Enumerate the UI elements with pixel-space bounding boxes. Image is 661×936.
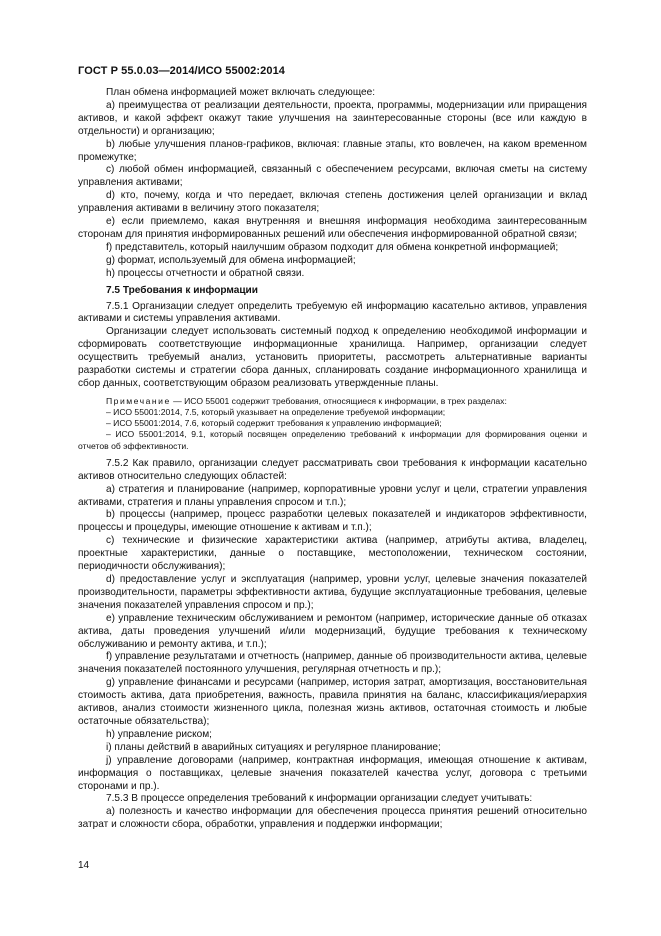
section-heading: 7.5 Требования к информации: [106, 284, 258, 296]
paragraph: Организации следует использовать системный подход к определению необходимой информации и сформировать соответствующие информационные хранилища. Например, организации следует осуществить требуемый анализ, установить приоритеты, рассмотреть альтернативные варианты разработки системы и стратегии сбора данных, спланировать создание информационного хранилища и сбор данных, соответствующим образом реализовать утвержденные планы.: [78, 326, 587, 389]
paragraph: План обмена информацией может включать следующее:: [106, 87, 376, 98]
list-item: f) представитель, который наилучшим образом подходит для обмена конкретной информацией;: [106, 241, 559, 253]
list-item: с) технические и физические характеристики актива (например, атрибуты актива, владелец, проектные характеристики, данные о поставщике, местоположении, техническом состоянии, периодичности обслуживания);: [78, 535, 587, 573]
list-item: b) любые улучшения планов-графиков, включая: главные этапы, кто вовлечен, на каком временном промежутке;: [78, 138, 587, 163]
list-item: d) кто, почему, когда и что передает, включая степень достижения целей организации и вклад управления активами в величину этого показателя;: [78, 190, 587, 215]
list-item: g) управление финансами и ресурсами (например, история затрат, амортизация, восстановительная стоимость актива, дата приобретения, важность, правила принятия на баланс, классификация/иерархия активов, анализ стоимости жизненного цикла, полезная жизнь активов, остаточная стоимость и любые остаточные обязательства);: [78, 677, 587, 727]
note-item: – ИСО 55001:2014, 9.1, который посвящен определению требований к информации для формирования оценки и отчетов об эффективности.: [78, 429, 587, 451]
paragraph: 7.5.3 В процессе определения требований к информации организации следует учитывать:: [106, 793, 533, 805]
paragraph: 7.5.1 Организации следует определить требуемую ей информацию касательно активов, управления активами и системы управления активами.: [78, 300, 587, 325]
note-text: — ИСО 55001 содержит требования, относящиеся к информации, в трех разделах:: [170, 395, 507, 406]
list-item: а) стратегия и планирование (например, корпоративные уровни услуг и цели, стратегии управления активами, стратегия и планы управления спросом и т.п.);: [78, 483, 587, 508]
list-item: h) процессы отчетности и обратной связи.: [106, 267, 305, 279]
list-item: а) полезность и качество информации для обеспечения процесса принятия решений относительно затрат и сложности сбора, обработки, управления и поддержки информации;: [78, 806, 587, 831]
note-label: Примечание: [106, 395, 171, 406]
page-content: [78, 87, 587, 832]
note-item: – ИСО 55001:2014, 7.6, который содержит требования к управлению информацией;: [106, 418, 442, 429]
note: [78, 396, 587, 407]
list-item: а) преимущества от реализации деятельности, проекта, программы, модернизации или приращения активов, и какой эффект окажут такие улучшения на заинтересованные стороны (все или каждую в отдельности) и организацию;: [78, 99, 587, 137]
list-item: g) формат, используемый для обмена информацией;: [106, 254, 356, 266]
note-item: – ИСО 55001:2014, 7.5, который указывает на определение требуемой информации;: [106, 407, 446, 418]
page-header: ГОСТ Р 55.0.03—2014/ИСО 55002:2014: [78, 65, 286, 77]
list-item: b) процессы (например, процесс разработки целевых показателей и индикаторов эффективности, процессы и процедуры, имеющие отношение к активам и т.п.);: [78, 509, 587, 534]
list-item: е) если приемлемо, какая внутренняя и внешняя информация необходима заинтересованным сторонам для принятия информированных решений или обеспечения информированной обратной связи;: [78, 216, 587, 240]
list-item: с) любой обмен информацией, связанный с обеспечением ресурсами, включая сметы на систему управления активами;: [78, 164, 587, 189]
list-item: е) управление техническим обслуживанием и ремонтом (например, исторические данные об отказах актива, даты проведения улучшений и/или модернизаций, будущие требования к техническому обслуживанию и ремонту актива, и т.п.);: [78, 612, 587, 650]
list-item: j) управление договорами (например, контрактная информация, имеющая отношение к активам, информация о поставщиках, целевые значения показателей качества услуг, договора с третьими сторонами и пр.).: [78, 754, 587, 792]
page-number: 14: [78, 860, 90, 871]
list-item: i) планы действий в аварийных ситуациях и регулярное планирование;: [106, 741, 441, 753]
list-item: f) управление результатами и отчетность (например, данные об производительности актива, целевые значения показателей постоянного улучшения, регулярная отчетность и пр.);: [78, 651, 587, 676]
paragraph: 7.5.2 Как правило, организации следует рассматривать свои требования к информации касательно активов относительно следующих областей:: [78, 457, 587, 482]
list-item: d) предоставление услуг и эксплуатация (например, уровни услуг, целевые значения показателей производительности, параметры эффективности актива, будущие эксплуатационные требования, целевые значения показателей управления спросом и пр.);: [78, 574, 587, 611]
list-item: h) управление риском;: [106, 728, 212, 740]
